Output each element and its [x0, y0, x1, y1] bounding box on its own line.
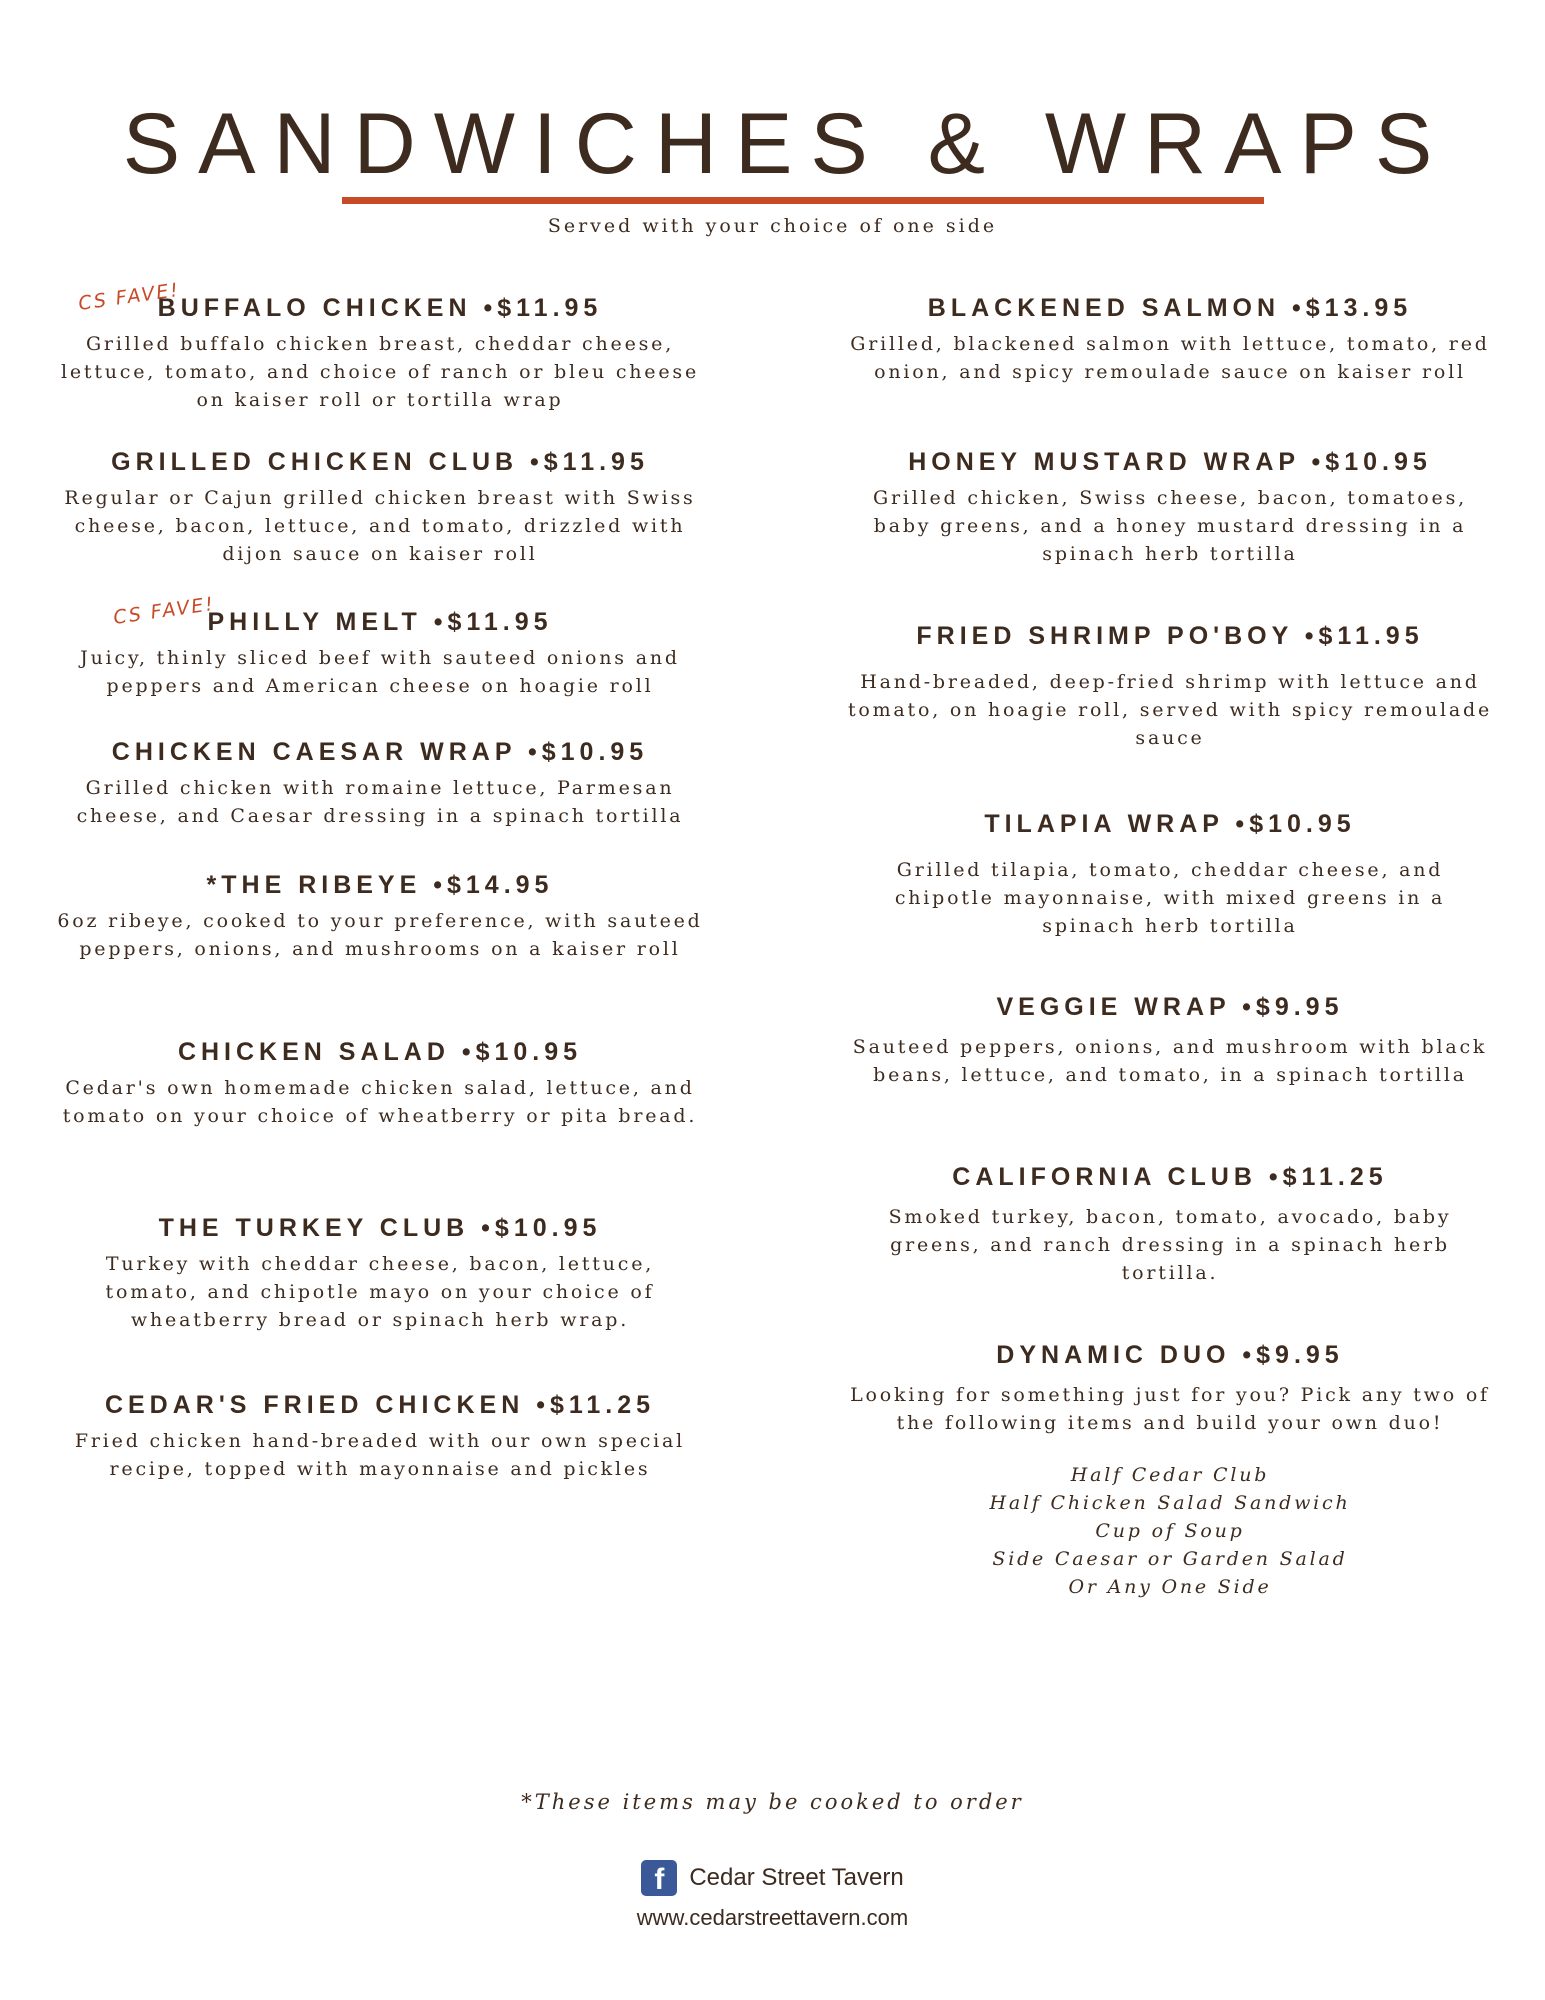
menu-item-name: CALIFORNIA CLUB •$11.25 — [952, 1163, 1388, 1191]
menu-item-name: PHILLY MELT •$11.95 — [207, 608, 553, 636]
page-subtitle: Served with your choice of one side — [547, 215, 998, 237]
fave-badge: CS FAVE! — [111, 592, 217, 630]
menu-item — [55, 869, 705, 963]
menu-item-description: Looking for something just for you? Pick any two of the following items and build your own duo! — [850, 1384, 1490, 1434]
menu-item-description: Juicy, thinly sliced beef with sauteed onions and peppers and American cheese on hoagie roll — [80, 647, 680, 697]
menu-item-name: TILAPIA WRAP •$10.95 — [984, 810, 1356, 838]
menu-item — [845, 292, 1495, 386]
menu-item — [845, 991, 1495, 1089]
menu-item-name: BUFFALO CHICKEN •$11.95 — [157, 294, 603, 322]
menu-item-name: CHICKEN CAESAR WRAP •$10.95 — [111, 738, 649, 766]
menu-item-description: Turkey with cheddar cheese, bacon, lettuce, tomato, and chipotle mayo on your choice of wheatberry bread or spinach herb wrap. — [105, 1253, 655, 1331]
menu-item-name: DYNAMIC DUO •$9.95 — [996, 1341, 1344, 1369]
title-underline — [342, 197, 1264, 204]
menu-item-description: Smoked turkey, bacon, tomato, avocado, baby greens, and ranch dressing in a spinach herb tortilla. — [888, 1206, 1452, 1284]
duo-option: Or Any One Side — [1068, 1576, 1272, 1598]
duo-option: Half Cedar Club — [1070, 1464, 1270, 1486]
menu-item-name: *THE RIBEYE •$14.95 — [206, 871, 554, 899]
menu-item-name: VEGGIE WRAP •$9.95 — [996, 993, 1344, 1021]
menu-item — [55, 606, 705, 700]
menu-item — [55, 446, 705, 568]
menu-item — [55, 292, 705, 414]
menu-item-description: Fried chicken hand-breaded with our own special recipe, topped with mayonnaise and pickles — [74, 1430, 686, 1480]
duo-option: Half Chicken Salad Sandwich — [989, 1492, 1351, 1514]
menu-item-description: Hand-breaded, deep-fried shrimp with lettuce and tomato, on hoagie roll, served with spicy remoulade sauce — [847, 671, 1493, 749]
menu-item — [845, 1161, 1495, 1287]
menu-item — [845, 620, 1495, 752]
menu-item-name: THE TURKEY CLUB •$10.95 — [158, 1214, 602, 1242]
menu-item-description: Grilled chicken, Swiss cheese, bacon, tomatoes, baby greens, and a honey mustard dressing in a spinach herb tortilla — [873, 487, 1467, 565]
website-link[interactable]: www.cedarstreettavern.com — [636, 1905, 909, 1930]
page-title: SANDWICHES & WRAPS — [122, 96, 1451, 192]
menu-item — [845, 1339, 1495, 1601]
social-row — [0, 1860, 1545, 1896]
menu-item-name: CHICKEN SALAD •$10.95 — [177, 1038, 583, 1066]
menu-item — [55, 1036, 705, 1130]
facebook-icon[interactable]: f — [641, 1860, 677, 1896]
menu-item-description: Grilled tilapia, tomato, cheddar cheese, and chipotle mayonnaise, with mixed greens in a spinach herb tortilla — [894, 859, 1446, 937]
menu-item-description: Grilled, blackened salmon with lettuce, tomato, red onion, and spicy remoulade sauce on kaiser roll — [850, 333, 1490, 383]
fave-badge: CS FAVE! — [76, 278, 182, 316]
menu-item — [845, 808, 1495, 940]
menu-item-name: CEDAR'S FRIED CHICKEN •$11.25 — [104, 1391, 656, 1419]
menu-item-name: HONEY MUSTARD WRAP •$10.95 — [908, 448, 1432, 476]
menu-item-description: Cedar's own homemade chicken salad, lettuce, and tomato on your choice of wheatberry or pita bread. — [62, 1077, 698, 1127]
duo-options-list — [845, 1461, 1495, 1601]
menu-item-description: Grilled chicken with romaine lettuce, Parmesan cheese, and Caesar dressing in a spinach tortilla — [76, 777, 684, 827]
duo-option: Cup of Soup — [1095, 1520, 1245, 1542]
menu-item-description: Grilled buffalo chicken breast, cheddar cheese, lettuce, tomato, and choice of ranch or bleu cheese on kaiser roll or tortilla wrap — [60, 333, 699, 411]
menu-item — [845, 446, 1495, 568]
menu-item-description: Regular or Cajun grilled chicken breast with Swiss cheese, bacon, lettuce, and tomato, drizzled with dijon sauce on kaiser roll — [64, 487, 696, 565]
menu-item-name: FRIED SHRIMP PO'BOY •$11.95 — [916, 622, 1424, 650]
menu-item-description: Sauteed peppers, onions, and mushroom with black beans, lettuce, and tomato, in a spinach tortilla — [852, 1036, 1488, 1086]
business-name: Cedar Street Tavern — [689, 1864, 904, 1891]
menu-item-name: GRILLED CHICKEN CLUB •$11.95 — [111, 448, 649, 476]
menu-item-name: BLACKENED SALMON •$13.95 — [927, 294, 1413, 322]
menu-item — [55, 1212, 705, 1334]
menu-item-description: 6oz ribeye, cooked to your preference, with sauteed peppers, onions, and mushrooms on a kaiser roll — [57, 910, 703, 960]
duo-option: Side Caesar or Garden Salad — [992, 1548, 1348, 1570]
cooked-to-order-note: *These items may be cooked to order — [521, 1790, 1024, 1814]
menu-item — [55, 736, 705, 830]
menu-item — [55, 1389, 705, 1483]
